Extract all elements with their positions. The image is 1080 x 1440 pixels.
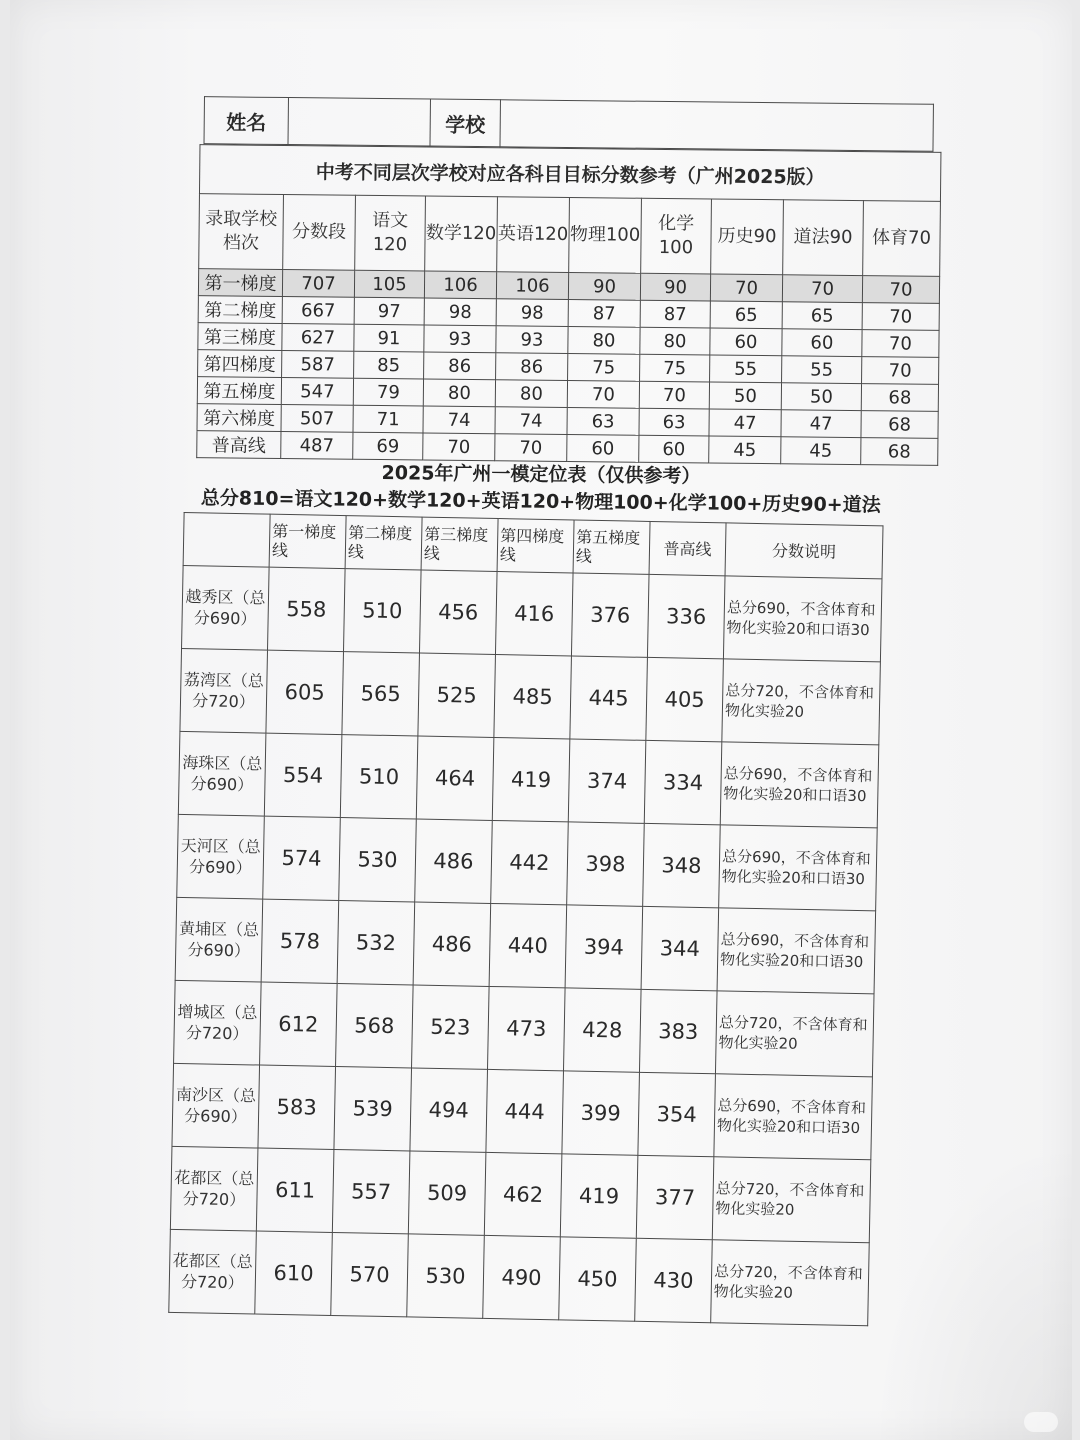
threshold-cell: 428 (563, 988, 641, 1072)
score-cell: 69 (353, 432, 423, 460)
score-cell: 97 (354, 297, 424, 325)
district-row (172, 1063, 872, 1159)
score-cell: 60 (710, 328, 782, 356)
threshold-cell: 570 (331, 1232, 409, 1316)
target-score-table (196, 144, 941, 466)
district-row (174, 980, 874, 1076)
score-cell: 55 (710, 355, 782, 383)
threshold-cell: 462 (484, 1152, 562, 1236)
district-label: 越秀区（总分690） (182, 565, 270, 650)
score-cell: 70 (782, 275, 862, 303)
score-header-cell: 物理100 (569, 198, 642, 274)
district-row (180, 648, 880, 744)
score-cell: 65 (782, 302, 862, 330)
score-cell: 86 (424, 352, 496, 380)
school-label: 学校 (430, 99, 500, 147)
score-note: 总分690，不含体育和物化实验20和口语30 (717, 908, 876, 994)
score-cell: 627 (282, 323, 354, 351)
tier-label: 第五梯度 (197, 377, 281, 405)
school-field (500, 100, 933, 152)
printed-sheet (172, 96, 958, 1321)
score-note: 总分720，不含体育和物化实验20 (715, 991, 874, 1077)
positioning-table-body (169, 565, 882, 1325)
score-cell: 98 (424, 298, 496, 326)
district-row (175, 897, 875, 993)
threshold-cell: 464 (416, 736, 494, 820)
score-cell: 587 (282, 350, 354, 378)
threshold-cell: 574 (263, 816, 341, 900)
score-cell: 74 (495, 407, 567, 435)
name-field (288, 98, 430, 146)
threshold-cell: 612 (260, 982, 338, 1066)
score-header-cell: 数学120 (425, 196, 498, 272)
score-cell: 667 (282, 296, 354, 324)
score-note: 总分690，不含体育和物化实验20和口语30 (720, 742, 879, 828)
score-cell: 85 (354, 351, 424, 379)
score-cell: 50 (709, 382, 781, 410)
score-cell: 507 (281, 404, 353, 432)
threshold-cell: 336 (647, 574, 725, 658)
paper-background (10, 0, 1072, 1440)
positioning-header-cell: 普高线 (649, 521, 726, 575)
threshold-cell: 578 (261, 899, 339, 983)
threshold-cell: 530 (339, 818, 417, 902)
score-header-cell: 历史90 (711, 199, 784, 275)
score-cell: 80 (640, 327, 710, 355)
threshold-cell: 486 (415, 819, 493, 903)
score-note: 总分720，不含体育和物化实验20 (712, 1157, 871, 1243)
score-cell: 70 (423, 433, 495, 461)
threshold-cell: 583 (258, 1065, 336, 1149)
positioning-title: 2025年广州一模定位表（仅供参考） (381, 462, 701, 488)
threshold-cell: 557 (332, 1149, 410, 1233)
score-cell: 60 (567, 434, 639, 462)
tier-label: 第四梯度 (198, 350, 282, 378)
threshold-cell: 525 (418, 653, 496, 737)
score-note: 总分690，不含体育和物化实验20和口语30 (714, 1074, 873, 1160)
score-cell: 68 (861, 438, 938, 466)
threshold-cell: 568 (336, 984, 414, 1068)
score-cell: 45 (709, 436, 781, 464)
tier-label: 第一梯度 (198, 269, 282, 297)
positioning-formula: 总分810=语文120+数学120+英语120+物理100+化学100+历史90+道法 (200, 487, 881, 517)
student-info-table (203, 96, 933, 152)
name-label: 姓名 (204, 97, 288, 145)
watermark-badge (1024, 1412, 1058, 1432)
score-cell: 86 (496, 353, 568, 381)
threshold-cell: 486 (413, 902, 491, 986)
score-cell: 47 (709, 409, 781, 437)
threshold-cell: 444 (486, 1069, 564, 1153)
score-cell: 75 (568, 353, 640, 381)
score-cell: 80 (423, 379, 495, 407)
district-label: 天河区（总分690） (177, 814, 265, 899)
score-cell: 63 (639, 408, 709, 436)
threshold-cell: 398 (567, 822, 645, 906)
score-note: 总分720，不含体育和物化实验20 (711, 1240, 870, 1326)
score-cell: 87 (568, 299, 640, 327)
threshold-cell: 430 (635, 1238, 713, 1322)
threshold-cell: 416 (495, 572, 573, 656)
score-cell: 71 (353, 405, 423, 433)
threshold-cell: 419 (492, 737, 570, 821)
threshold-cell: 405 (646, 657, 724, 741)
threshold-cell: 610 (255, 1231, 333, 1315)
score-cell: 75 (640, 354, 710, 382)
district-label: 海珠区（总分690） (178, 731, 266, 816)
score-table-header (199, 194, 941, 277)
score-cell: 90 (640, 273, 710, 301)
score-cell: 45 (781, 437, 861, 465)
score-note: 总分690，不含体育和物化实验20和口语30 (723, 576, 882, 662)
threshold-cell: 532 (337, 901, 415, 985)
positioning-header-cell: 分数说明 (725, 523, 883, 579)
threshold-cell: 565 (342, 652, 420, 736)
score-header-cell: 化学100 (641, 198, 712, 274)
tier-label: 第二梯度 (198, 296, 282, 324)
threshold-cell: 523 (412, 985, 490, 1069)
score-cell: 707 (282, 270, 354, 298)
score-header-cell: 分数段 (283, 195, 356, 271)
score-cell: 87 (640, 300, 710, 328)
score-cell: 55 (782, 356, 862, 384)
threshold-cell: 494 (410, 1068, 488, 1152)
positioning-header-cell: 第三梯度线 (421, 517, 498, 571)
threshold-cell: 442 (491, 820, 569, 904)
threshold-cell: 539 (334, 1066, 412, 1150)
score-header-cell: 录取学校档次 (199, 194, 284, 270)
score-cell: 70 (862, 357, 939, 385)
threshold-cell: 354 (638, 1072, 716, 1156)
threshold-cell: 605 (266, 650, 344, 734)
tier-label: 普高线 (197, 431, 281, 459)
score-cell: 80 (495, 380, 567, 408)
positioning-header-cell: 第五梯度线 (573, 520, 650, 574)
score-cell: 74 (423, 406, 495, 434)
district-label: 南沙区（总分690） (172, 1063, 260, 1148)
score-cell: 98 (496, 299, 568, 327)
threshold-cell: 440 (489, 903, 567, 987)
threshold-cell: 377 (636, 1155, 714, 1239)
threshold-cell: 485 (494, 654, 572, 738)
score-header-cell: 道法90 (783, 200, 864, 276)
threshold-cell: 450 (559, 1237, 637, 1321)
score-cell: 50 (781, 383, 861, 411)
score-cell: 70 (862, 330, 939, 358)
threshold-cell: 348 (643, 823, 721, 907)
positioning-header-cell: 第一梯度线 (269, 514, 346, 568)
threshold-cell: 419 (560, 1154, 638, 1238)
score-cell: 68 (861, 384, 938, 412)
score-cell: 70 (710, 274, 782, 302)
threshold-cell: 445 (570, 656, 648, 740)
district-row (177, 814, 877, 910)
score-cell: 105 (354, 270, 424, 298)
threshold-cell: 456 (419, 570, 497, 654)
score-cell: 70 (567, 380, 639, 408)
positioning-header-cell: 第四梯度线 (497, 519, 574, 573)
threshold-cell: 611 (256, 1148, 334, 1232)
district-label: 增城区（总分720） (174, 980, 262, 1065)
score-cell: 70 (862, 276, 939, 304)
score-cell: 90 (568, 272, 640, 300)
threshold-cell: 394 (565, 905, 643, 989)
score-cell: 60 (639, 435, 709, 463)
positioning-header-cell: 第二梯度线 (345, 516, 422, 570)
score-note: 总分690，不含体育和物化实验20和口语30 (719, 825, 878, 911)
district-row (178, 731, 878, 827)
tier-label: 第三梯度 (198, 323, 282, 351)
score-cell: 68 (861, 411, 938, 439)
score-note: 总分720，不含体育和物化实验20 (722, 659, 881, 745)
district-row (170, 1146, 870, 1242)
threshold-cell: 376 (571, 573, 649, 657)
score-cell: 79 (353, 378, 423, 406)
district-row (169, 1229, 869, 1325)
positioning-heading (196, 458, 887, 519)
threshold-cell: 399 (562, 1071, 640, 1155)
score-cell: 106 (496, 272, 568, 300)
threshold-cell: 490 (483, 1235, 561, 1319)
threshold-cell: 374 (568, 739, 646, 823)
score-cell: 70 (639, 381, 709, 409)
threshold-cell: 554 (264, 733, 342, 817)
threshold-cell: 383 (639, 989, 717, 1073)
threshold-cell: 344 (641, 906, 719, 990)
district-label: 花都区（总分720） (170, 1146, 258, 1231)
threshold-cell: 510 (343, 569, 421, 653)
score-header-cell: 体育70 (863, 201, 941, 277)
score-cell: 91 (354, 324, 424, 352)
threshold-cell: 509 (408, 1151, 486, 1235)
score-table-body (197, 269, 940, 466)
score-cell: 60 (782, 329, 862, 357)
threshold-cell: 530 (407, 1234, 485, 1318)
positioning-table (168, 512, 883, 1326)
threshold-cell: 334 (644, 740, 722, 824)
score-cell: 93 (424, 325, 496, 353)
district-label: 黄埔区（总分690） (175, 897, 263, 982)
score-cell: 70 (862, 303, 939, 331)
threshold-cell: 558 (268, 567, 346, 651)
tier-label: 第六梯度 (197, 404, 281, 432)
score-cell: 487 (281, 431, 353, 459)
score-cell: 547 (281, 377, 353, 405)
score-header-cell: 语文120 (355, 195, 426, 271)
threshold-cell: 473 (487, 986, 565, 1070)
district-label: 荔湾区（总分720） (180, 648, 268, 733)
score-cell: 80 (568, 326, 640, 354)
score-cell: 65 (710, 301, 782, 329)
positioning-header-cell (183, 512, 270, 567)
district-row (182, 565, 882, 661)
score-cell: 63 (567, 407, 639, 435)
score-header-cell: 英语120 (497, 197, 570, 273)
score-cell: 70 (495, 434, 567, 462)
threshold-cell: 510 (340, 735, 418, 819)
score-cell: 106 (424, 271, 496, 299)
score-cell: 93 (496, 326, 568, 354)
score-cell: 47 (781, 410, 861, 438)
district-label: 花都区（总分720） (169, 1229, 257, 1314)
score-table-title: 中考不同层次学校对应各科目目标分数参考（广州2025版） (199, 145, 940, 202)
